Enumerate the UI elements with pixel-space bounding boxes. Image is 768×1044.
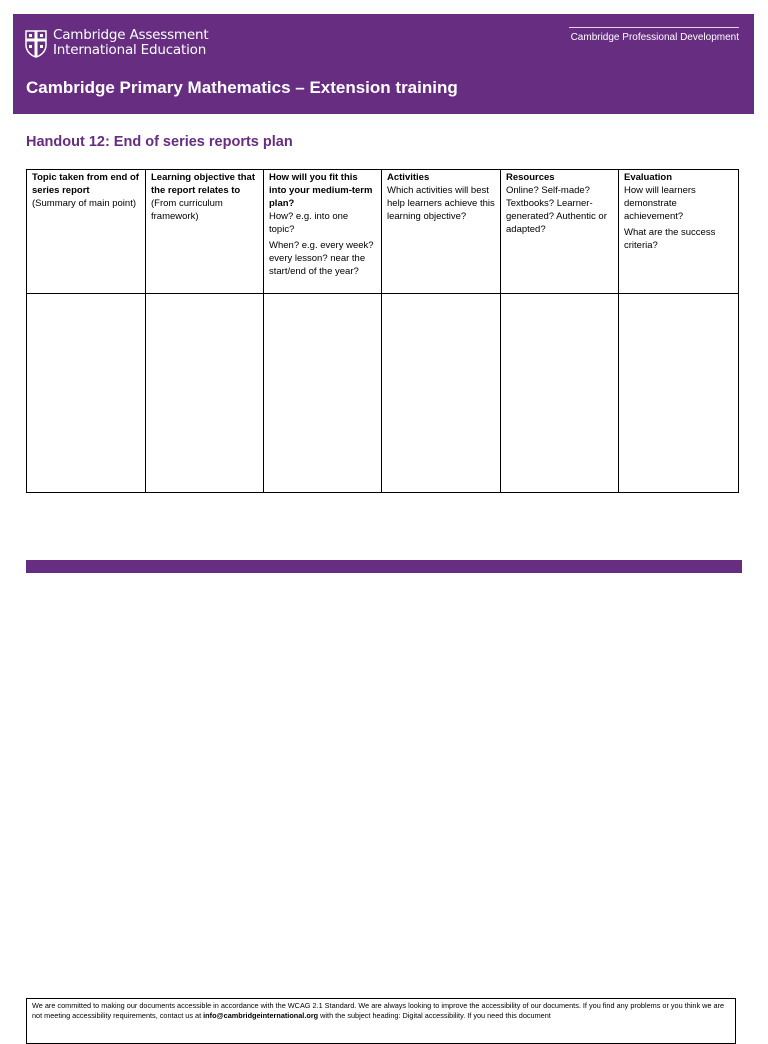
column-hint: Online? Self-made? Textbooks? Learner-generated? Authentic or adapted? (506, 185, 607, 235)
header-cell-objective (146, 170, 264, 294)
column-hint: Which activities will best help learners achieve this learning objective? (387, 185, 495, 222)
column-heading: Learning objective that the report relates to (151, 172, 255, 196)
table-row (27, 294, 739, 493)
contact-email-link[interactable]: info@cambridgeinternational.org (203, 1011, 319, 1020)
notice-text-end: with the subject heading: Digital accessibility. If you need this document (318, 1011, 551, 1020)
column-hint: How? e.g. into one topic? (269, 211, 349, 235)
footer-bar (26, 560, 742, 573)
entry-cell-plan[interactable] (264, 294, 382, 493)
header-cell-plan (264, 170, 382, 294)
table-header-row (27, 170, 739, 294)
plan-table (26, 169, 739, 493)
cambridge-shield-icon (25, 30, 47, 58)
header-cell-resources (501, 170, 619, 294)
accessibility-notice (26, 998, 736, 1044)
entry-cell-activities[interactable] (382, 294, 501, 493)
column-heading: How will you fit this into your medium-term plan? (269, 172, 373, 209)
entry-cell-topic[interactable] (27, 294, 146, 493)
header-cell-topic (27, 170, 146, 294)
header-cell-evaluation (619, 170, 739, 294)
column-hint: (From curriculum framework) (151, 198, 223, 222)
header-cell-activities (382, 170, 501, 294)
notice-text: We are committed to making our documents accessible in accordance with the WCAG 2.1 Standard. We are always looking to improve the accessibility of our documents. If you find any problems or you think we are not meeting accessibility requirements, contact us at (32, 1001, 725, 1020)
column-heading: Evaluation (624, 172, 673, 183)
entry-cell-evaluation[interactable] (619, 294, 739, 493)
brand-name-line1: Cambridge Assessment (53, 27, 209, 43)
brand-logo (25, 28, 208, 62)
column-hint: (Summary of main point) (32, 198, 137, 209)
entry-cell-resources[interactable] (501, 294, 619, 493)
cpd-label: Cambridge Professional Development (570, 32, 739, 43)
column-hint: When? e.g. every week? every lesson? near the start/end of the year? (269, 240, 374, 277)
cpd-divider (569, 27, 739, 28)
brand-name-line2: International Education (53, 42, 207, 58)
column-heading: Resources (506, 172, 555, 183)
column-hint: How will learners demonstrate achievement? (624, 185, 696, 222)
handout-title: Handout 12: End of series reports plan (26, 134, 293, 150)
entry-cell-objective[interactable] (146, 294, 264, 493)
column-heading: Topic taken from end of series report (32, 172, 139, 196)
column-heading: Activities (387, 172, 430, 183)
header-banner (13, 14, 754, 114)
column-hint: What are the success criteria? (624, 227, 716, 251)
page-title: Cambridge Primary Mathematics – Extension training (26, 78, 458, 97)
